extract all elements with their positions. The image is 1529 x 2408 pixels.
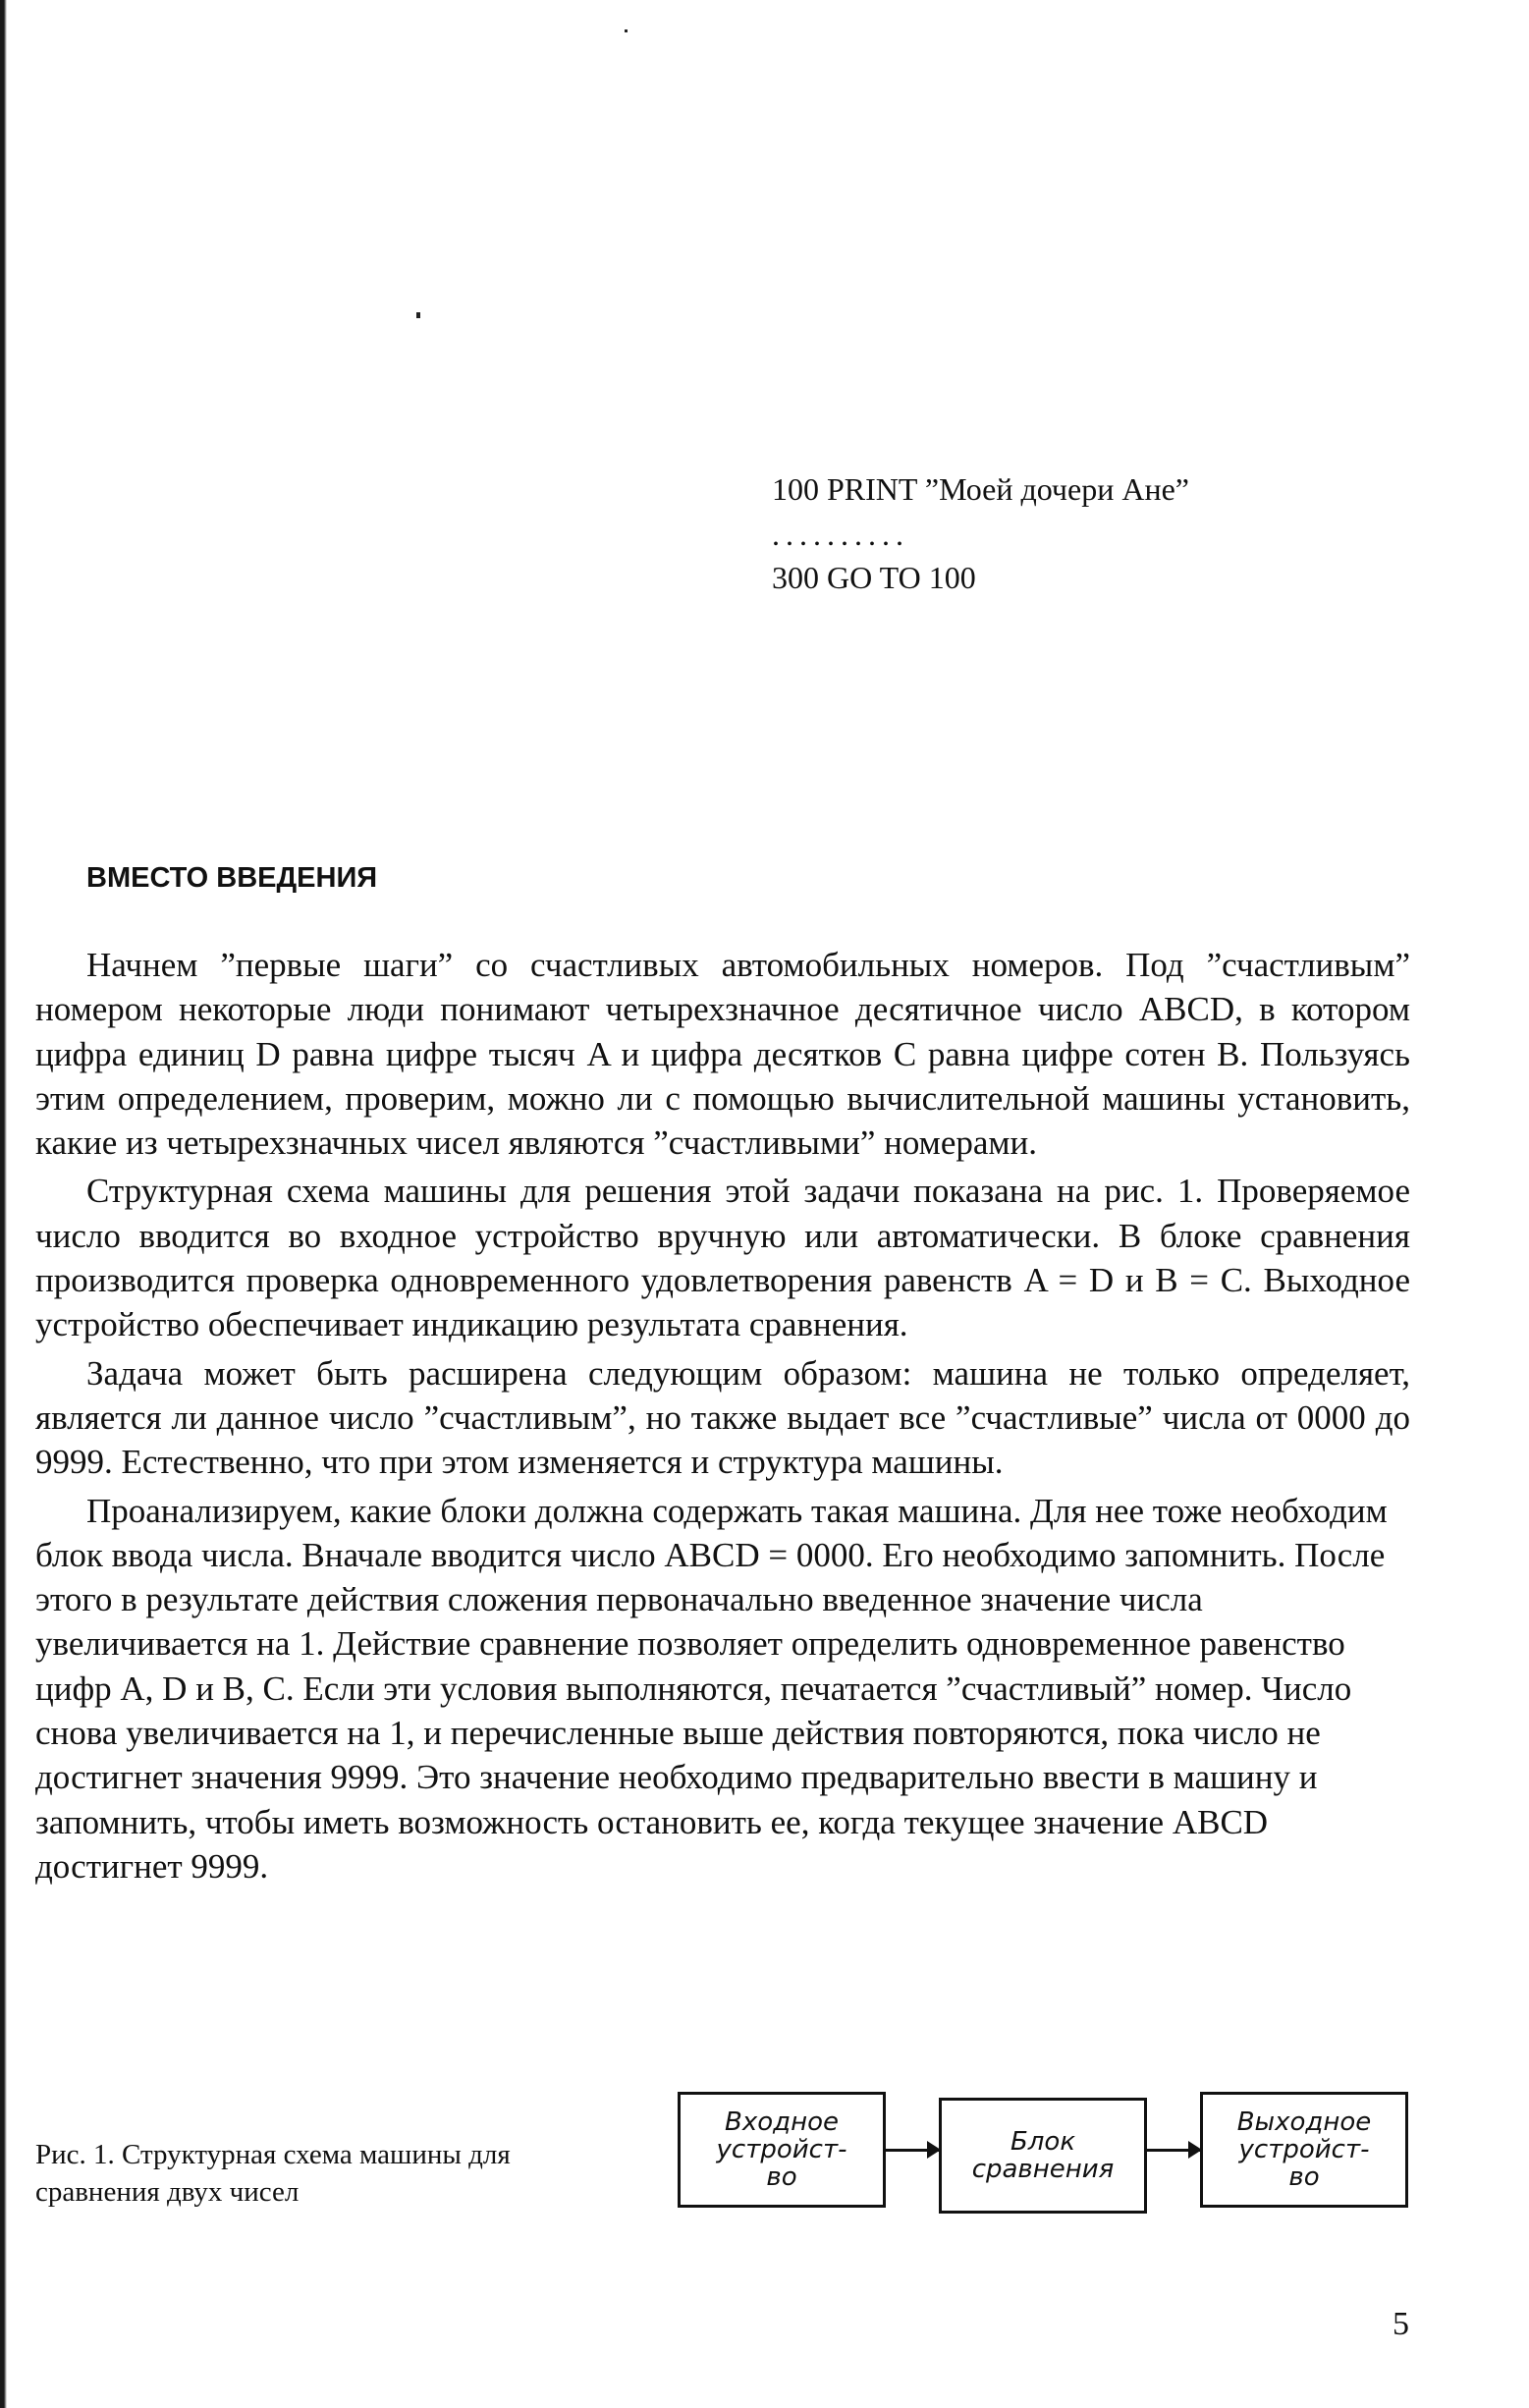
paragraph: Проанализируем, какие блоки должна содержать такая машина. Для нее тоже необходим блок ввода числа. Вначале вводится число ABCD = 0000. Его необходимо запомнить. После этого в результате действия сложения первоначально введенное значение числа увеличивается на 1. Действие сравнение позволяет определить одновременное равенство цифр A, D и B, C. Если эти условия выполняются, печатается ”счастливый” номер. Число снова увеличивается на 1, и перечисленные выше действия повторяются, пока число не достигнет значения 9999. Это значение необходимо предварительно ввести в машину и запомнить, чтобы иметь возможность остановить ее, когда текущее значение ABCD достигнет 9999.: [35, 1491, 1388, 1886]
arrow-right-icon: [1147, 2149, 1200, 2152]
output-device-block: [1200, 2092, 1408, 2208]
block-label-line: во: [766, 2162, 797, 2192]
scan-edge: [0, 0, 7, 2408]
figure-caption: Рис. 1. Структурная схема машины для сравнения двух чисел: [35, 2139, 511, 2208]
arrow-right-icon: [886, 2149, 939, 2152]
scan-speck: [625, 29, 628, 32]
epigraph: [772, 469, 1322, 613]
paragraph: Начнем ”первые шаги” со счастливых автомобильных номеров. Под ”счастливым” номером некоторые люди понимают четырехзначное десятичное число ABCD, в котором цифра единиц D равна цифре тысяч A и цифра десятков C равна цифре сотен B. Пользуясь этим определением, проверим, можно ли с помощью вычислительной машины установить, какие из четырехзначных чисел являются ”счастливыми” номерами.: [35, 946, 1410, 1163]
paragraph: Структурная схема машины для решения этой задачи показана на рис. 1. Проверяемое число вводится во входное устройство вручную или автоматически. В блоке сравнения производится проверка одновременного удовлетворения равенств A = D и B = C. Выходное устройство обеспечивает индикацию результата сравнения.: [35, 1172, 1410, 1344]
epigraph-line-goto: 300 GO TO 100: [772, 560, 976, 595]
block-label-line: Блок: [1010, 2127, 1076, 2157]
block-label-line: сравнения: [971, 2155, 1115, 2184]
paragraph: Задача может быть расширена следующим образом: машина не только определяет, является ли данное число ”счастливым”, но также выдает все ”счастливые” числа от 0000 до 9999. Естественно, что при этом изменяется и структура машины.: [35, 1353, 1410, 1482]
epigraph-dots: ..........: [772, 517, 909, 552]
block-diagram: [678, 2092, 1414, 2219]
block-label-line: во: [1288, 2162, 1320, 2192]
epigraph-line-print: 100 PRINT ”Моей дочери Ане”: [772, 471, 1189, 507]
block-label-line: устройст-: [1238, 2135, 1370, 2164]
block-label-line: Входное: [724, 2107, 839, 2137]
scan-speck: [416, 312, 420, 318]
body-text: [35, 943, 1410, 1892]
block-label-line: устройст-: [716, 2135, 847, 2164]
block-label-line: Выходное: [1236, 2107, 1372, 2137]
page-number: 5: [1392, 2306, 1409, 2342]
input-device-block: [678, 2092, 886, 2208]
section-heading: ВМЕСТО ВВЕДЕНИЯ: [86, 862, 378, 894]
comparison-block: [939, 2098, 1147, 2214]
